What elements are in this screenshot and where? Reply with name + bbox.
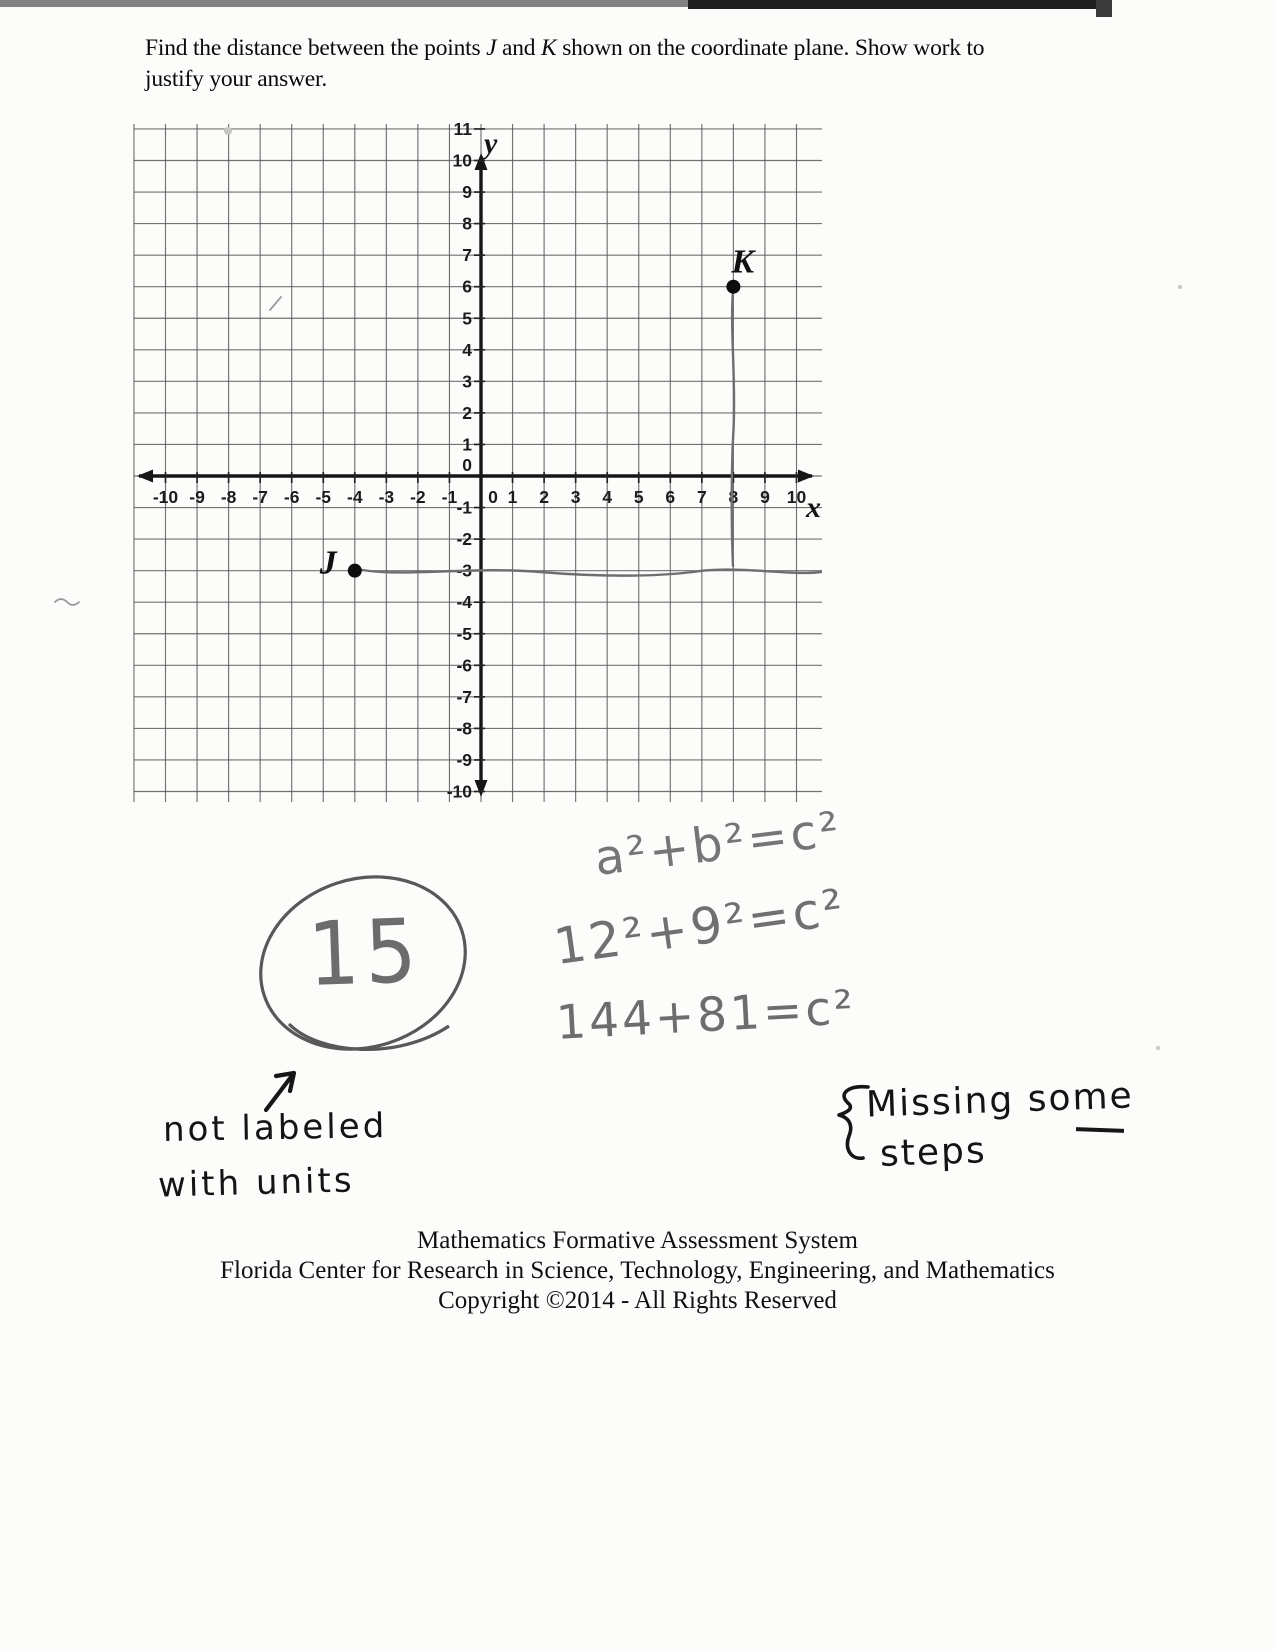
y-tick-label: 7 <box>462 245 472 266</box>
answer-circle-retrace <box>289 1024 449 1049</box>
y-tick-label: -9 <box>456 749 472 770</box>
point-label-J: J <box>319 544 337 582</box>
x-tick-label: -7 <box>252 487 268 507</box>
x-tick-label: 10 <box>786 487 807 507</box>
x-tick-label: 4 <box>602 487 613 507</box>
y-tick-label: 3 <box>462 371 472 392</box>
y-tick-label: -5 <box>456 623 472 644</box>
axis-arrowhead <box>798 470 814 483</box>
question-line-2: justify your answer. <box>145 66 328 92</box>
y-tick-label: 8 <box>462 213 472 234</box>
y-tick-label: 6 <box>462 276 472 297</box>
scan-speck <box>1178 285 1182 289</box>
y-tick-label: 1 <box>462 434 472 455</box>
footer-line-1: Mathematics Formative Assessment System <box>417 1227 858 1254</box>
question-part2: shown on the coordinate plane. Show work to <box>556 35 985 61</box>
x-tick-label: -2 <box>410 487 426 507</box>
y-tick-label: -4 <box>456 592 472 613</box>
x-tick-label: 8 <box>728 487 739 507</box>
y-tick-label: 0 <box>462 455 472 475</box>
y-tick-label: 5 <box>462 308 472 329</box>
y-axis-letter: y <box>484 127 498 160</box>
scan-speck <box>1156 1046 1160 1050</box>
point-label-K: K <box>731 243 755 281</box>
x-tick-label: -6 <box>283 487 300 507</box>
axes-group <box>137 150 814 797</box>
x-tick-label: 5 <box>633 487 644 507</box>
x-tick-label: 3 <box>570 487 581 507</box>
y-tick-label: 11 <box>453 118 472 139</box>
y-tick-label: -10 <box>446 781 472 802</box>
footer <box>0 1226 1275 1316</box>
feedback-missing-some: Missing some <box>865 1075 1135 1126</box>
student-answer: 15 <box>306 899 424 1006</box>
question-part1: Find the distance between the points <box>145 35 487 61</box>
grid-lines <box>134 124 822 802</box>
x-tick-label: -5 <box>315 487 332 507</box>
x-tick-label: -8 <box>220 487 237 507</box>
question-mid: and <box>496 35 542 61</box>
y-tick-label: 10 <box>452 150 472 171</box>
point-K <box>726 280 740 294</box>
y-tick-label: -2 <box>456 529 472 550</box>
x-tick-label: 9 <box>760 487 770 507</box>
y-tick-label: 4 <box>462 339 472 360</box>
x-tick-label: -4 <box>347 487 363 507</box>
footer-line-2: Florida Center for Research in Science, Technology, Engineering, and Mathematics <box>220 1257 1055 1284</box>
x-tick-label: 2 <box>539 487 549 507</box>
grading-brace <box>839 1087 868 1159</box>
grading-arrow <box>266 1073 294 1110</box>
x-tick-label: -10 <box>152 487 179 507</box>
stray-pencil-mark <box>55 599 79 605</box>
x-tick-label: -3 <box>378 487 395 507</box>
question-point-j: J <box>486 35 497 61</box>
point-J <box>348 564 362 578</box>
x-tick-label: 0 <box>488 487 498 507</box>
feedback-with-units: with units <box>157 1160 356 1206</box>
x-tick-label: -9 <box>189 487 205 507</box>
student-equation-2: 12²+9²=c² <box>550 877 850 977</box>
y-tick-label: -1 <box>456 497 472 518</box>
y-tick-labels <box>447 119 473 802</box>
y-tick-label: 2 <box>462 402 472 423</box>
x-axis-letter: x <box>806 491 821 524</box>
y-tick-label: -7 <box>456 686 472 707</box>
x-tick-label: -1 <box>441 487 458 507</box>
feedback-not-labeled: not labeled <box>162 1106 388 1150</box>
student-equation-3: 144+81=c² <box>554 980 858 1051</box>
y-tick-label: -3 <box>456 560 472 581</box>
y-tick-label: 9 <box>462 182 472 203</box>
stray-pencil-mark <box>270 297 281 310</box>
y-tick-label: -8 <box>456 718 472 739</box>
x-tick-label: 6 <box>665 487 676 507</box>
feedback-steps: steps <box>879 1130 988 1175</box>
footer-line-3: Copyright ©2014 - All Rights Reserved <box>438 1287 837 1314</box>
scan-speck <box>224 127 232 135</box>
axis-arrowhead <box>475 780 488 797</box>
y-tick-label: -6 <box>456 655 472 676</box>
student-equation-1: a²+b²=c² <box>591 801 845 887</box>
x-tick-label: 1 <box>507 487 518 507</box>
question-point-k: K <box>541 35 557 61</box>
student-line-horizontal-leg <box>357 569 821 576</box>
axis-arrowhead <box>137 470 153 483</box>
x-tick-label: 7 <box>696 487 707 507</box>
